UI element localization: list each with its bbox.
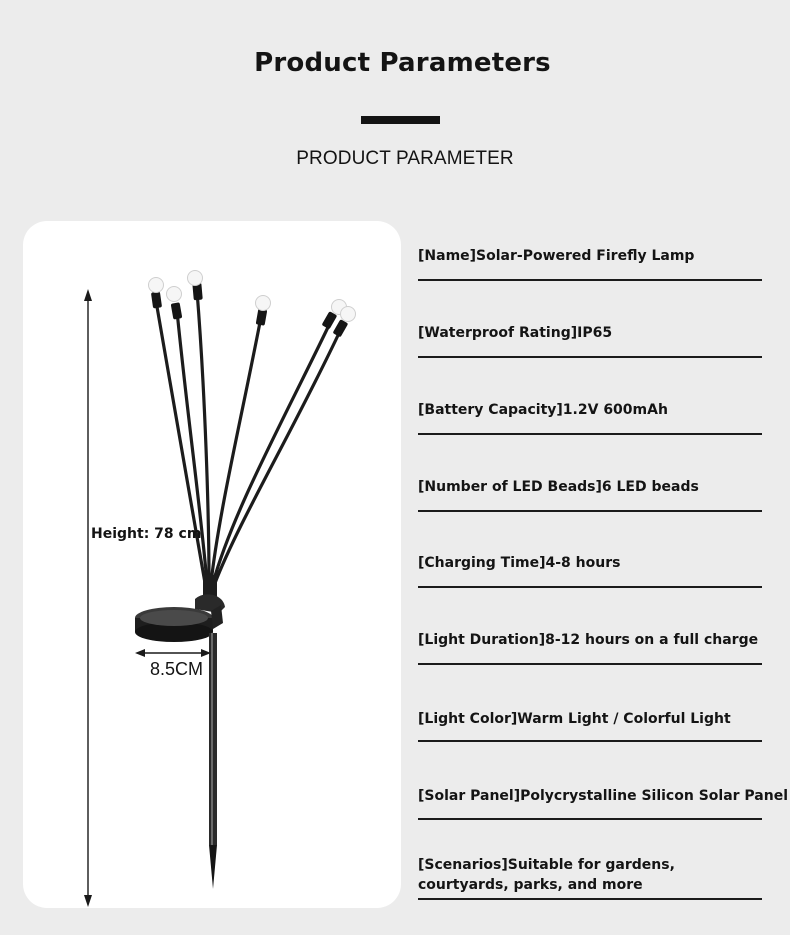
param-light-color: [Light Color]Warm Light / Colorful Light	[418, 711, 731, 727]
param-solar-panel: [Solar Panel]Polycrystalline Silicon Solar Panel	[418, 788, 789, 804]
page-subtitle: PRODUCT PARAMETER	[296, 148, 514, 169]
param-scenarios-line2: courtyards, parks, and more	[418, 877, 643, 893]
param-name: [Name]Solar-Powered Firefly Lamp	[418, 248, 695, 264]
param-battery-capacity: [Battery Capacity]1.2V 600mAh	[418, 402, 668, 418]
param-divider	[418, 740, 762, 742]
width-label: 8.5CM	[150, 659, 204, 679]
param-divider	[418, 510, 762, 512]
width-arrow-icon	[135, 649, 211, 657]
height-arrow-icon	[84, 289, 92, 907]
firefly-lamp-illustration	[23, 221, 401, 908]
parameter-list	[418, 221, 789, 901]
param-charging-time: [Charging Time]4-8 hours	[418, 555, 621, 571]
param-led-beads: [Number of LED Beads]6 LED beads	[418, 479, 699, 495]
param-divider	[418, 818, 762, 820]
title-underline	[361, 116, 440, 124]
param-light-duration: [Light Duration]8-12 hours on a full charge	[418, 632, 759, 648]
param-divider	[418, 279, 762, 281]
param-divider	[418, 898, 762, 900]
height-label: Height: 78 cm	[91, 526, 202, 542]
param-scenarios: [Scenarios]Suitable for gardens,	[418, 857, 675, 873]
product-image-card	[23, 221, 401, 908]
param-divider	[418, 433, 762, 435]
page-title: Product Parameters	[254, 48, 551, 78]
param-divider	[418, 586, 762, 588]
param-waterproof-rating: [Waterproof Rating]IP65	[418, 325, 613, 341]
param-divider	[418, 663, 762, 665]
param-divider	[418, 356, 762, 358]
